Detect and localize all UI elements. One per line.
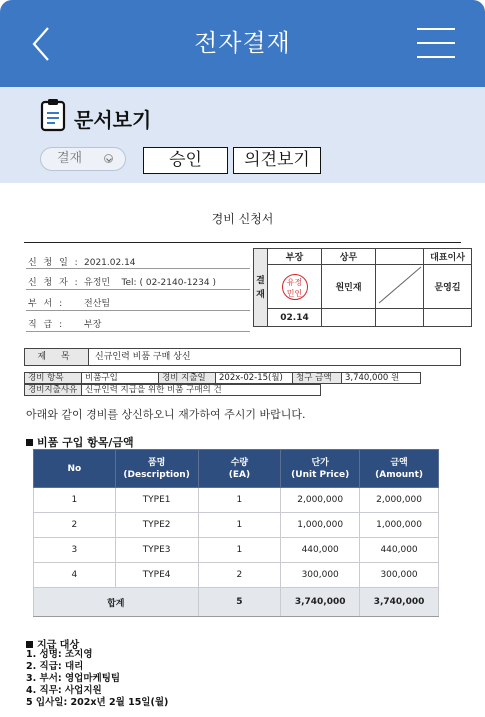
info-date: 신 청 일 : 2021.02.14 xyxy=(28,258,136,268)
view-opinion-button[interactable]: 의견보기 xyxy=(233,147,321,174)
items-table xyxy=(33,449,439,617)
approval-signer: 원민재 xyxy=(322,265,376,309)
approval-col: 부장 xyxy=(268,249,322,265)
list-item: 1. 성명: 조지영 xyxy=(26,649,93,660)
subject-value: 신규인력 비품 구매 상신 xyxy=(95,352,191,362)
status-select-value: 결재 xyxy=(57,151,83,166)
approval-table xyxy=(253,248,472,327)
menu-button[interactable] xyxy=(417,28,455,62)
payee-section-heading: 지급 대상 xyxy=(26,636,79,651)
divider xyxy=(26,310,250,311)
approval-col: 상무 xyxy=(322,249,376,265)
info-rank: 직 급 : 부장 xyxy=(28,320,102,330)
approval-stamp-cell xyxy=(268,265,322,309)
divider xyxy=(26,268,250,269)
chevron-left-icon xyxy=(28,22,68,66)
divider xyxy=(24,242,461,243)
seal-stamp: 유정 민인 xyxy=(282,274,308,300)
section-heading: 문서보기 xyxy=(74,108,152,132)
list-item: 3. 부서: 영업마케팅팀 xyxy=(26,673,121,684)
approval-empty-cell xyxy=(376,265,424,309)
body-text: 아래와 같이 경비를 상신하오니 재가하여 주시기 바랍니다. xyxy=(26,408,306,421)
app-header xyxy=(0,0,485,87)
list-item: 4. 직무: 사업지원 xyxy=(26,685,102,696)
chevron-down-icon xyxy=(104,154,113,163)
subject-row xyxy=(24,348,461,366)
back-button[interactable] xyxy=(28,22,68,66)
list-item: 2. 직급: 대리 xyxy=(26,661,84,672)
col-header: No xyxy=(34,450,116,488)
col-header: 수량 (EA) xyxy=(198,450,281,488)
col-header: 품명 (Description) xyxy=(115,450,198,488)
col-header: 단가 (Unit Price) xyxy=(281,450,360,488)
document-title: 경비 신청서 xyxy=(211,212,274,226)
hamburger-icon xyxy=(417,56,455,58)
table-row: 3 TYPE3 1 440,000 440,000 xyxy=(34,538,439,563)
divider xyxy=(26,331,250,332)
payee-list xyxy=(26,649,168,709)
reason-row: 경비지출사유 신규인력 지급을 위한 비품 구매의 건 xyxy=(24,384,461,396)
clipboard-icon xyxy=(40,98,66,132)
table-row: 1 TYPE1 1 2,000,000 2,000,000 xyxy=(34,488,439,513)
info-dept: 부 서 : 전산팀 xyxy=(28,299,111,309)
hamburger-icon xyxy=(417,42,455,44)
page-title: 전자결재 xyxy=(194,29,291,57)
strike-line-icon xyxy=(377,265,423,305)
items-section-heading: 비품 구입 항목/금액 xyxy=(26,434,134,450)
expense-row: 경비 항목 비품구입 경비 지출일 202x-02-15(월) 청구 금액 3,740,000 원 xyxy=(24,372,461,384)
subject-label: 제 목 xyxy=(25,349,89,365)
approval-date: 02.14 xyxy=(268,309,322,327)
info-applicant: 신 청 자 : 유정민 Tel: ( 02-2140-1234 ) xyxy=(28,278,216,288)
approve-button[interactable]: 승인 xyxy=(143,147,228,174)
hamburger-icon xyxy=(417,28,455,30)
approval-side-label: 결 재 xyxy=(254,249,268,327)
document-viewer[interactable] xyxy=(0,183,485,717)
divider xyxy=(26,289,250,290)
status-select[interactable] xyxy=(40,147,126,171)
table-header-row xyxy=(34,450,439,488)
col-header: 금액 (Amount) xyxy=(360,450,439,488)
list-item: 5 입사일: 202x년 2월 15일(월) xyxy=(26,697,169,708)
approval-col xyxy=(376,249,424,265)
total-row: 합계 5 3,740,000 3,740,000 xyxy=(34,588,439,617)
table-row: 4 TYPE4 2 300,000 300,000 xyxy=(34,563,439,588)
approval-col: 대표이사 xyxy=(424,249,472,265)
table-row: 2 TYPE2 1 1,000,000 1,000,000 xyxy=(34,513,439,538)
approval-signer: 문영길 xyxy=(424,265,472,309)
